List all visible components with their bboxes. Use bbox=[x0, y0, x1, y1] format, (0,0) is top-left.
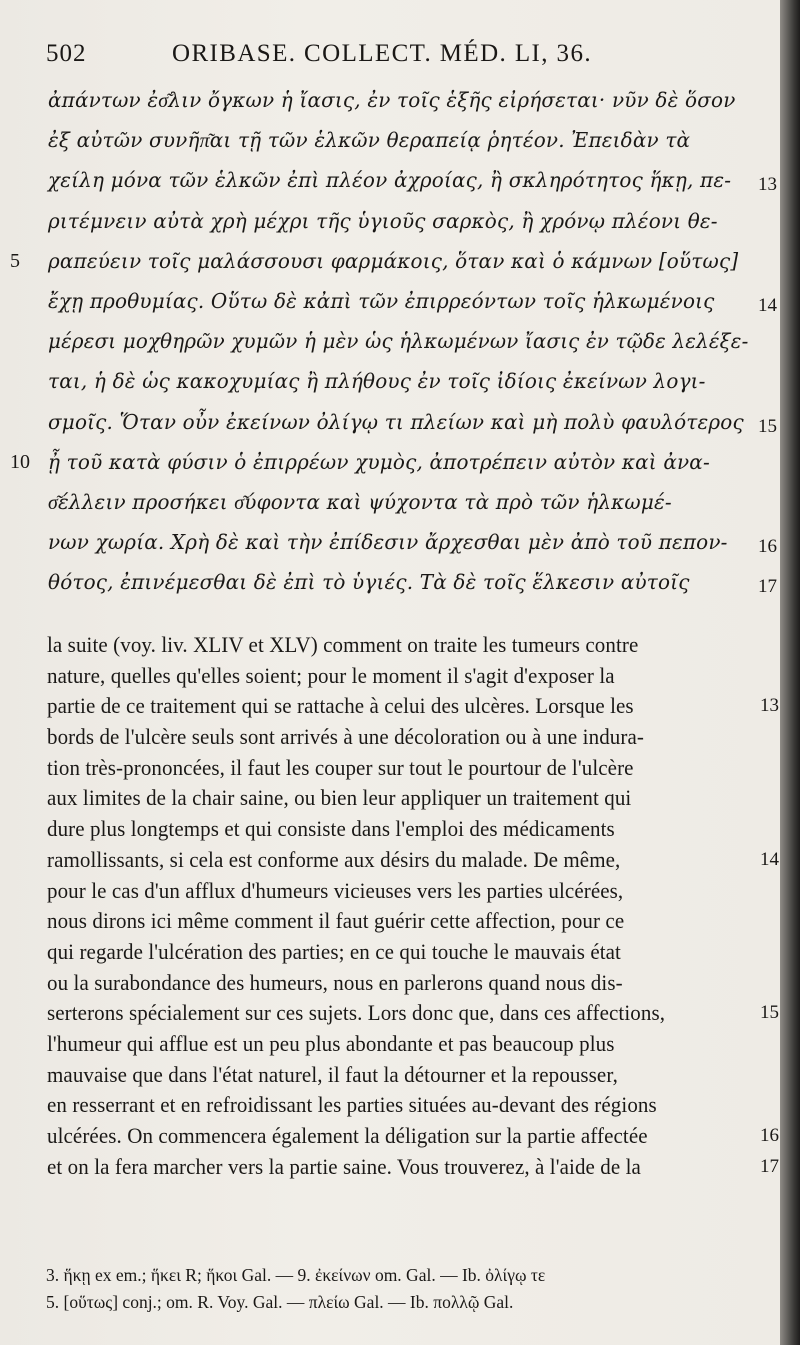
french-line: tion très-prononcées, il faut les couper sur tout le pourtour de l'ulcère bbox=[47, 754, 634, 780]
greek-line: σ͂έλλειν προσήκει σ͂ύφοντα καὶ ψύχοντα τὰ πρὸ τῶν ἡλκωμέ- bbox=[48, 489, 672, 514]
greek-line: θότος, ἐπινέμεσθαι δὲ ἐπὶ τὸ ὑγιές. Τὰ δὲ τοῖς ἕλκεσιν αὐτοῖς bbox=[48, 570, 690, 595]
french-margin-number: 15 bbox=[760, 1002, 779, 1024]
footnote-line: 3. ἥκῃ ex em.; ἥκει R; ἥκοι Gal. — 9. ἐκείνων om. Gal. — Ib. ὀλίγῳ τε bbox=[46, 1265, 546, 1285]
french-line: pour le cas d'un afflux d'humeurs vicieuses vers les parties ulcérées, bbox=[47, 877, 624, 903]
greek-line: ται, ἡ δὲ ὡς κακοχυμίας ἢ πλήθους ἐν τοῖς ἰδίοις ἐκείνων λογι- bbox=[48, 369, 706, 394]
greek-margin-number: 17 bbox=[758, 576, 777, 598]
greek-line: ριτέμνειν αὐτὰ χρὴ μέχρι τῆς ὑγιοῦς σαρκὸς, ἢ χρόνῳ πλέονι θε- bbox=[48, 208, 718, 233]
french-line: aux limites de la chair saine, ou bien leur appliquer un traitement qui bbox=[47, 785, 632, 811]
page-header bbox=[46, 40, 746, 74]
french-line: la suite (voy. liv. XLIV et XLV) comment on traite les tumeurs contre bbox=[47, 632, 639, 657]
footnotes bbox=[46, 1262, 766, 1316]
greek-line: ἀπάντων ἐσ͂λιν ὄγκων ἡ ἴασις, ἐν τοῖς ἑξῆς εἰρήσεται· νῦν δὲ ὅσον bbox=[48, 88, 736, 112]
greek-margin-number: 16 bbox=[758, 536, 777, 558]
greek-margin-number: 13 bbox=[758, 174, 777, 196]
greek-line: ραπεύειν τοῖς μαλάσσουσι φαρμάκοις, ὅταν καὶ ὁ κάμνων [οὕτως] bbox=[48, 248, 739, 273]
french-line: et on la fera marcher vers la partie saine. Vous trouverez, à l'aide de la bbox=[47, 1153, 641, 1179]
greek-margin-number: 14 bbox=[758, 295, 777, 316]
footnote-line: 5. [οὕτως] conj.; om. R. Voy. Gal. — πλείω Gal. — Ib. πολλῷ Gal. bbox=[46, 1292, 514, 1312]
french-margin-number: 17 bbox=[760, 1155, 779, 1177]
french-translation-block bbox=[47, 630, 787, 1182]
french-line: nous dirons ici même comment il faut guérir cette affection, pour ce bbox=[47, 908, 625, 934]
greek-line: ᾖ τοῦ κατὰ φύσιν ὁ ἐπιρρέων χυμὸς, ἀποτρέπειν αὐτὸν καὶ ἀνα- bbox=[48, 449, 710, 474]
french-line: ou la surabondance des humeurs, nous en parlerons quand nous dis- bbox=[47, 969, 623, 995]
greek-line-number: 5 bbox=[10, 249, 20, 272]
greek-line: ἐξ αὐτῶν συνῆπ͂αι τῇ τῶν ἑλκῶν θεραπείᾳ ῥητέον. Ἐπειδὰν τὰ bbox=[48, 128, 691, 153]
french-line: partie de ce traitement qui se rattache à celui des ulcères. Lorsque les bbox=[47, 693, 634, 719]
french-margin-number: 16 bbox=[760, 1125, 779, 1147]
greek-text-block bbox=[48, 80, 768, 602]
french-line: ramollissants, si cela est conforme aux désirs du malade. De même, bbox=[47, 846, 621, 872]
french-line: bords de l'ulcère seuls sont arrivés à une décoloration ou à une indura- bbox=[47, 724, 644, 750]
greek-margin-number: 15 bbox=[758, 415, 777, 437]
greek-line-number: 10 bbox=[10, 450, 30, 473]
french-line: qui regarde l'ulcération des parties; en ce qui touche le mauvais état bbox=[47, 938, 621, 964]
greek-line: ἔχῃ προθυμίας. Οὕτω δὲ κἀπὶ τῶν ἐπιρρεόντων τοῖς ἡλκωμένοις bbox=[48, 288, 715, 313]
french-line: nature, quelles qu'elles soient; pour le moment il s'agit d'exposer la bbox=[47, 662, 615, 688]
running-title: ORIBASE. COLLECT. MÉD. LI, 36. bbox=[172, 40, 592, 67]
french-line: en resserrant et en refroidissant les parties situées au-devant des régions bbox=[47, 1092, 657, 1118]
greek-line: μέρεσι μοχθηρῶν χυμῶν ἡ μὲν ὡς ἡλκωμένων ἴασις ἐν τῷδε λελέξε- bbox=[48, 329, 749, 354]
page-number: 502 bbox=[46, 40, 87, 67]
french-line: ulcérées. On commencera également la déligation sur la partie affectée bbox=[47, 1123, 648, 1148]
french-line: dure plus longtemps et qui consiste dans l'emploi des médicaments bbox=[47, 816, 615, 842]
greek-line: νων χωρία. Χρὴ δὲ καὶ τὴν ἐπίδεσιν ἄρχεσθαι μὲν ἀπὸ τοῦ πεπον- bbox=[48, 530, 728, 555]
french-line: l'humeur qui afflue est un peu plus abondante et pas beaucoup plus bbox=[47, 1030, 615, 1056]
greek-line: σμοῖς. Ὅταν οὖν ἐκείνων ὀλίγῳ τι πλείων καὶ μὴ πολὺ φαυλότερος bbox=[48, 409, 744, 434]
greek-line: χείλη μόνα τῶν ἑλκῶν ἐπὶ πλέον ἀχροίας, ἢ σκληρότητος ἥκῃ, πε- bbox=[48, 168, 732, 193]
french-line: serterons spécialement sur ces sujets. Lors donc que, dans ces affections, bbox=[47, 1000, 666, 1026]
french-line: mauvaise que dans l'état naturel, il faut la détourner et la repousser, bbox=[47, 1061, 618, 1087]
french-margin-number: 14 bbox=[760, 848, 779, 870]
french-margin-number: 13 bbox=[760, 695, 779, 717]
